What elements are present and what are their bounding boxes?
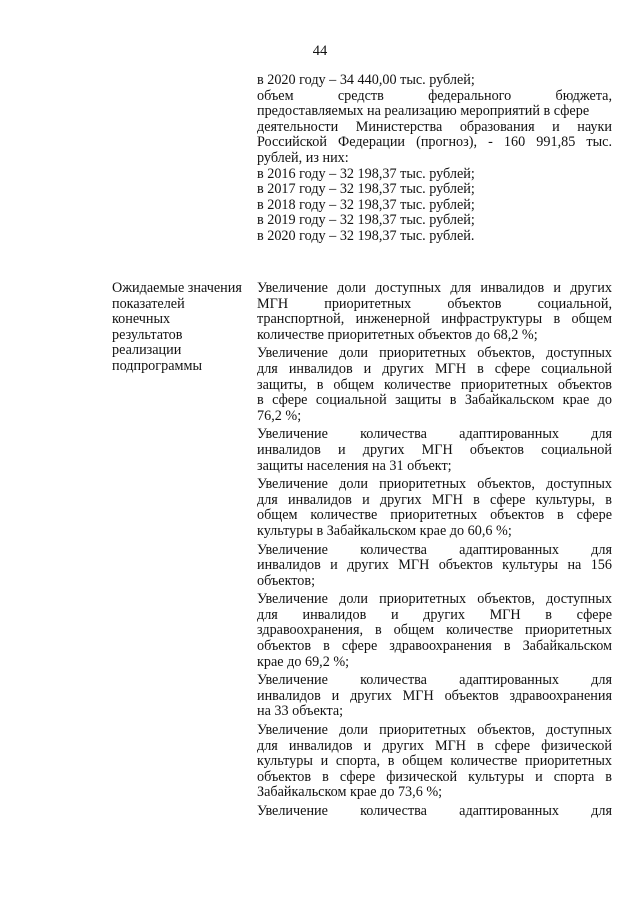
indicator-paragraph	[257, 543, 612, 590]
indicator-paragraph	[257, 804, 612, 820]
label-line: показателей	[112, 295, 185, 312]
indicator-line: Увеличение доли приоритетных объектов, доступных	[257, 345, 612, 362]
funding-line: деятельности Министерства образования и науки	[257, 118, 612, 135]
indicator-paragraph	[257, 427, 612, 474]
indicator-line: объектов;	[257, 572, 316, 589]
label-line: результатов	[112, 326, 183, 343]
indicator-line: количестве приоритетных объектов до 68,2 %;	[257, 326, 538, 343]
indicator-line: на 33 объекта;	[257, 703, 344, 720]
page-number: 44	[312, 43, 328, 59]
label-line: подпрограммы	[112, 357, 202, 374]
funding-line: в 2019 году – 32 198,37 тыс. рублей;	[257, 212, 475, 229]
funding-line: в 2018 году – 32 198,37 тыс. рублей;	[257, 196, 475, 213]
indicator-line: для инвалидов и других МГН в сфере культуры, в	[257, 491, 612, 508]
indicator-line: Увеличение количества адаптированных для	[257, 426, 612, 443]
label-line: реализации	[112, 342, 182, 359]
indicator-line: Увеличение доли приоритетных объектов, доступных	[257, 722, 612, 739]
funding-line: в 2016 году – 32 198,37 тыс. рублей;	[257, 165, 475, 182]
indicator-line: Забайкальском крае до 73,6 %;	[257, 784, 443, 801]
funding-line: в 2020 году – 34 440,00 тыс. рублей;	[257, 72, 475, 88]
indicator-line: защиты населения на 31 объект;	[257, 457, 452, 474]
label-line: Ожидаемые значения	[112, 280, 242, 296]
indicator-paragraph	[257, 592, 612, 670]
funding-line: в 2020 году – 32 198,37 тыс. рублей.	[257, 227, 475, 244]
indicator-line: Увеличение количества адаптированных для	[257, 672, 612, 689]
indicator-line: инвалидов и других МГН объектов социальной	[257, 441, 612, 458]
indicator-line: защиты, в общем количестве приоритетных объектов	[257, 376, 612, 393]
indicator-line: инвалидов и других МГН объектов здравоохранения	[257, 687, 612, 704]
indicator-line: культуры в Забайкальском крае до 60,6 %;	[257, 522, 512, 539]
funding-line: объем средств федерального бюджета,	[257, 87, 612, 104]
indicator-paragraph	[257, 723, 612, 801]
funding-text-block	[257, 73, 612, 245]
funding-line: в 2017 году – 32 198,37 тыс. рублей;	[257, 181, 475, 198]
indicator-line: крае до 69,2 %;	[257, 653, 350, 670]
indicator-line: общем количестве приоритетных объектов в сфере	[257, 507, 612, 524]
indicator-line: объектов в сфере здравоохранения в Забайкальском	[257, 638, 612, 655]
indicator-line: объектов в сфере физической культуры и спорта в	[257, 768, 612, 785]
indicator-line: Увеличение доли приоритетных объектов, доступных	[257, 591, 612, 608]
indicator-paragraph	[257, 477, 612, 539]
funding-line: рублей, из них:	[257, 149, 349, 166]
indicator-line: культуры и спорта, в общем количестве приоритетных	[257, 753, 612, 770]
indicator-line: транспортной, инженерной инфраструктуры в общем	[257, 311, 612, 328]
indicator-line: 76,2 %;	[257, 407, 302, 424]
indicator-line: Увеличение доли приоритетных объектов, доступных	[257, 476, 612, 493]
funding-line: предоставляемых на реализацию мероприятий в сфере	[257, 103, 590, 120]
indicator-line: Увеличение количества адаптированных для	[257, 803, 612, 819]
indicator-paragraph	[257, 346, 612, 424]
label-line: конечных	[112, 311, 171, 328]
indicator-line: инвалидов и других МГН объектов культуры на 156	[257, 557, 612, 574]
indicator-line: в сфере социальной защиты в Забайкальском крае до	[257, 392, 612, 409]
indicator-paragraph	[257, 673, 612, 720]
indicator-line: здравоохранения, в общем количестве приоритетных	[257, 622, 612, 639]
indicator-paragraph	[257, 281, 612, 343]
indicator-line: Увеличение количества адаптированных для	[257, 541, 612, 558]
indicators-row-content	[257, 281, 612, 820]
indicator-line: Увеличение доли доступных для инвалидов и других	[257, 280, 612, 296]
indicator-line: для инвалидов и других МГН в сфере социальной	[257, 360, 612, 377]
funding-line: Российской Федерации (прогноз), - 160 991,85 тыс.	[257, 134, 612, 151]
indicator-line: для инвалидов и других МГН в сфере	[257, 606, 612, 623]
indicator-line: для инвалидов и других МГН в сфере физической	[257, 737, 612, 754]
indicator-line: МГН приоритетных объектов социальной,	[257, 295, 612, 312]
indicators-row-label	[112, 281, 252, 375]
